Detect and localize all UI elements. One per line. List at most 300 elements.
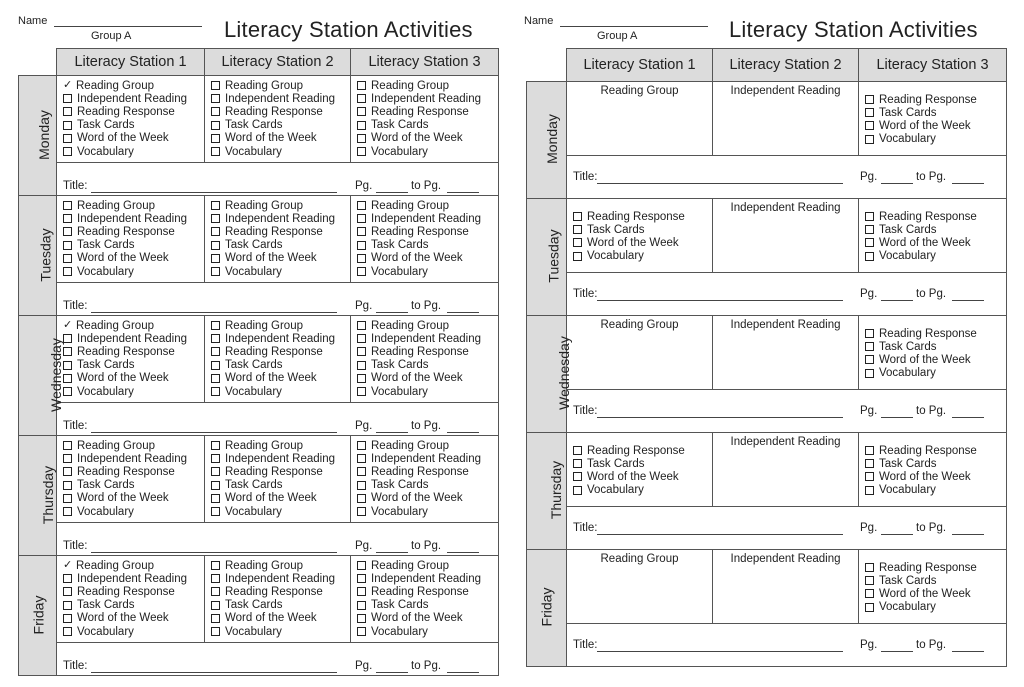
activity-option[interactable] [357, 79, 498, 92]
activity-option[interactable] [573, 484, 712, 497]
checkbox-icon[interactable] [63, 374, 72, 383]
title-row [567, 507, 1006, 549]
activity-option[interactable] [211, 225, 350, 238]
activity-label: Reading Response [77, 105, 175, 118]
checkbox-icon[interactable] [357, 494, 366, 503]
title-field-line[interactable] [91, 672, 337, 673]
activity-option[interactable] [357, 265, 498, 278]
activity-option[interactable] [865, 601, 1006, 614]
activity-option[interactable] [211, 439, 350, 452]
activity-option[interactable] [211, 119, 350, 132]
activity-option[interactable] [63, 479, 204, 492]
activity-options [205, 556, 350, 638]
activity-label: Independent Reading [225, 452, 335, 465]
start-page-field-line[interactable] [881, 183, 913, 184]
checkbox-icon[interactable] [211, 201, 220, 210]
checkbox-icon[interactable] [357, 587, 366, 596]
activity-option[interactable] [63, 212, 204, 225]
checkbox-icon[interactable] [211, 361, 220, 370]
activity-option[interactable] [357, 132, 498, 145]
checkbox-icon[interactable] [211, 147, 220, 156]
checkbox-icon[interactable] [865, 369, 874, 378]
activity-option[interactable] [573, 250, 712, 263]
title-field-line[interactable] [597, 183, 843, 184]
checkbox-icon[interactable] [357, 134, 366, 143]
activity-option[interactable] [211, 359, 350, 372]
checkbox-icon[interactable] [865, 486, 874, 495]
checkbox-icon[interactable] [211, 561, 220, 570]
activity-option[interactable] [357, 625, 498, 638]
end-page-field-line[interactable] [952, 651, 984, 652]
checkbox-icon[interactable] [357, 81, 366, 90]
checkbox-icon[interactable] [573, 459, 582, 468]
activity-option[interactable] [63, 585, 204, 598]
checkbox-icon[interactable] [573, 225, 582, 234]
checkbox-icon[interactable] [63, 467, 72, 476]
checkbox-icon[interactable] [63, 94, 72, 103]
activity-option[interactable] [211, 199, 350, 212]
checkbox-icon[interactable] [573, 472, 582, 481]
end-page-field-line[interactable] [952, 417, 984, 418]
activity-option[interactable] [211, 265, 350, 278]
activity-label: Vocabulary [225, 385, 282, 398]
end-page-field-line[interactable] [447, 552, 479, 553]
activity-option[interactable] [211, 132, 350, 145]
title-field-line[interactable] [91, 432, 337, 433]
title-row-line [19, 163, 499, 196]
checkbox-icon[interactable] [357, 267, 366, 276]
checkbox-icon[interactable] [63, 587, 72, 596]
activity-option[interactable] [63, 599, 204, 612]
end-page-field-line[interactable] [447, 192, 479, 193]
checkbox-icon[interactable] [211, 347, 220, 356]
activity-option[interactable] [63, 452, 204, 465]
activity-option[interactable] [865, 367, 1006, 380]
page-label: Pg. [355, 300, 373, 312]
checkbox-icon[interactable] [357, 321, 366, 330]
day-label: Wednesday [555, 336, 572, 410]
activity-option[interactable] [357, 385, 498, 398]
checkbox-icon[interactable] [63, 121, 72, 130]
activity-option[interactable] [357, 252, 498, 265]
checkbox-icon[interactable] [357, 467, 366, 476]
activity-option[interactable] [865, 236, 1006, 249]
start-page-field-line[interactable] [376, 552, 408, 553]
checkbox-icon[interactable] [211, 81, 220, 90]
activity-options [205, 316, 350, 398]
title-field-line[interactable] [597, 417, 843, 418]
activity-option[interactable] [63, 465, 204, 478]
checkbox-icon[interactable] [211, 587, 220, 596]
activity-option[interactable] [357, 212, 498, 225]
checkbox-icon[interactable] [865, 329, 874, 338]
activity-option[interactable] [357, 332, 498, 345]
checkbox-icon[interactable] [357, 387, 366, 396]
activity-option[interactable] [211, 92, 350, 105]
activity-option[interactable] [211, 385, 350, 398]
station-3-header: Literacy Station 3 [351, 49, 499, 76]
activity-option[interactable] [357, 105, 498, 118]
activity-option[interactable] [211, 599, 350, 612]
checkbox-icon[interactable] [211, 121, 220, 130]
checkbox-icon[interactable] [865, 589, 874, 598]
start-page-field-line[interactable] [881, 651, 913, 652]
activity-option[interactable] [865, 250, 1006, 263]
activity-option[interactable] [357, 359, 498, 372]
activity-option[interactable] [865, 457, 1006, 470]
checkbox-icon[interactable] [63, 614, 72, 623]
checkbox-icon[interactable] [211, 481, 220, 490]
sheet-title: Literacy Station Activities [729, 17, 978, 42]
title-row [567, 624, 1006, 666]
checkbox-icon[interactable] [63, 334, 72, 343]
activity-option[interactable] [211, 372, 350, 385]
checkbox-icon[interactable] [573, 252, 582, 261]
activity-label: Task Cards [371, 599, 429, 612]
activity-option[interactable] [357, 92, 498, 105]
activity-option[interactable] [211, 465, 350, 478]
activity-option[interactable] [63, 225, 204, 238]
checkbox-icon[interactable] [63, 134, 72, 143]
checkbox-icon[interactable] [63, 347, 72, 356]
checkbox-icon[interactable] [357, 627, 366, 636]
checkbox-icon[interactable] [357, 481, 366, 490]
checkbox-icon[interactable] [211, 227, 220, 236]
activity-option[interactable] [211, 625, 350, 638]
activity-option[interactable] [63, 319, 204, 332]
checkbox-icon[interactable] [357, 614, 366, 623]
activity-option[interactable] [63, 265, 204, 278]
checkbox-icon[interactable] [357, 94, 366, 103]
checkbox-icon[interactable] [63, 267, 72, 276]
checkbox-icon[interactable] [865, 121, 874, 130]
checkbox-icon[interactable] [357, 147, 366, 156]
activity-option[interactable] [357, 372, 498, 385]
checkbox-icon[interactable] [865, 135, 874, 144]
checkbox-icon[interactable] [865, 252, 874, 261]
checkbox-icon[interactable] [63, 627, 72, 636]
activity-option[interactable] [865, 93, 1006, 106]
activity-option[interactable] [357, 559, 498, 572]
checkbox-icon[interactable] [211, 454, 220, 463]
activity-option[interactable] [357, 145, 498, 158]
activity-option[interactable] [63, 252, 204, 265]
activity-option[interactable] [573, 210, 712, 223]
activity-option[interactable] [63, 119, 204, 132]
checkbox-icon[interactable] [357, 347, 366, 356]
checkbox-icon[interactable] [63, 241, 72, 250]
title-row-line [527, 507, 1007, 550]
title-field-line[interactable] [91, 552, 337, 553]
checkbox-icon[interactable] [865, 108, 874, 117]
start-page-field-line[interactable] [376, 672, 408, 673]
activity-option[interactable] [211, 319, 350, 332]
checkbox-icon[interactable] [573, 238, 582, 247]
activity-option[interactable] [211, 505, 350, 518]
activity-options [205, 436, 350, 518]
checkbox-icon[interactable] [63, 214, 72, 223]
start-page-field-line[interactable] [881, 417, 913, 418]
checkbox-icon[interactable] [357, 334, 366, 343]
activity-option[interactable] [63, 612, 204, 625]
activity-option[interactable] [357, 345, 498, 358]
checkbox-icon[interactable] [211, 134, 220, 143]
checkbox-icon[interactable] [63, 574, 72, 583]
checkbox-icon[interactable] [63, 494, 72, 503]
activity-option[interactable] [357, 492, 498, 505]
activity-option[interactable] [865, 444, 1006, 457]
checkbox-icon[interactable] [211, 467, 220, 476]
activity-option[interactable] [63, 92, 204, 105]
activity-label: Reading Response [371, 465, 469, 478]
checkbox-icon[interactable] [573, 446, 582, 455]
activity-option[interactable] [357, 505, 498, 518]
activity-option[interactable] [865, 574, 1006, 587]
title-row-cell [567, 507, 1007, 550]
activity-option[interactable] [211, 145, 350, 158]
checkbox-icon[interactable] [63, 361, 72, 370]
activity-option[interactable] [211, 559, 350, 572]
checkbox-icon[interactable] [865, 563, 874, 572]
checkbox-icon[interactable] [63, 107, 72, 116]
activity-option[interactable] [63, 372, 204, 385]
activity-option[interactable] [63, 79, 204, 92]
activity-option[interactable] [63, 625, 204, 638]
activity-option[interactable] [865, 353, 1006, 366]
checkbox-icon[interactable] [357, 241, 366, 250]
end-page-field-line[interactable] [447, 312, 479, 313]
activity-option[interactable] [865, 587, 1006, 600]
checkbox-icon[interactable] [211, 334, 220, 343]
checkbox-icon[interactable] [211, 507, 220, 516]
activity-option[interactable] [211, 345, 350, 358]
activity-option[interactable] [211, 239, 350, 252]
activity-option[interactable] [357, 572, 498, 585]
checkbox-icon[interactable] [357, 121, 366, 130]
activity-options [57, 76, 204, 158]
activity-option[interactable] [211, 452, 350, 465]
checkbox-icon[interactable] [63, 441, 72, 450]
activity-label: Reading Response [77, 465, 175, 478]
activity-option[interactable] [211, 585, 350, 598]
checkbox-icon[interactable] [357, 561, 366, 570]
start-page-field-line[interactable] [376, 192, 408, 193]
checkbox-icon[interactable] [357, 507, 366, 516]
activity-option[interactable] [865, 470, 1006, 483]
activity-option[interactable] [211, 332, 350, 345]
checkbox-icon[interactable] [63, 254, 72, 263]
checkbox-icon[interactable] [63, 387, 72, 396]
activity-option[interactable] [63, 559, 204, 572]
checkbox-icon[interactable] [357, 227, 366, 236]
activity-label: Vocabulary [879, 133, 936, 146]
activity-option[interactable] [63, 505, 204, 518]
checkbox-icon[interactable] [357, 374, 366, 383]
checkbox-icon[interactable] [865, 446, 874, 455]
activity-option[interactable] [357, 119, 498, 132]
activity-option[interactable] [211, 105, 350, 118]
title-field-line[interactable] [597, 300, 843, 301]
activity-option[interactable] [211, 479, 350, 492]
checkbox-icon[interactable] [211, 214, 220, 223]
checkbox-icon[interactable] [865, 212, 874, 221]
activity-option[interactable] [865, 340, 1006, 353]
activity-option[interactable] [357, 239, 498, 252]
activity-option[interactable] [63, 332, 204, 345]
activity-option[interactable] [63, 132, 204, 145]
activity-option[interactable] [865, 133, 1006, 146]
checkbox-icon[interactable] [357, 361, 366, 370]
station-2-activity: Independent Reading [730, 85, 841, 97]
checkbox-icon[interactable] [865, 603, 874, 612]
checkbox-icon[interactable] [211, 614, 220, 623]
activity-option[interactable] [63, 345, 204, 358]
checkbox-icon[interactable] [211, 321, 220, 330]
end-page-field-line[interactable] [447, 672, 479, 673]
activity-option[interactable] [865, 223, 1006, 236]
activity-option[interactable] [865, 106, 1006, 119]
checkbox-icon[interactable] [211, 241, 220, 250]
station-1-cell [57, 76, 205, 163]
title-field-line[interactable] [91, 192, 337, 193]
activity-option[interactable] [357, 439, 498, 452]
checkbox-icon[interactable] [63, 147, 72, 156]
checkbox-icon[interactable] [573, 486, 582, 495]
checkbox-icon[interactable] [63, 601, 72, 610]
checkbox-icon[interactable] [865, 225, 874, 234]
activity-option[interactable] [357, 585, 498, 598]
checkbox-icon[interactable] [357, 601, 366, 610]
title-field-line[interactable] [597, 534, 843, 535]
checkbox-icon[interactable] [865, 342, 874, 351]
activity-option[interactable] [865, 327, 1006, 340]
title-field-line[interactable] [597, 651, 843, 652]
activity-label: Reading Response [371, 105, 469, 118]
checkbox-icon[interactable] [357, 254, 366, 263]
checkbox-icon[interactable] [357, 107, 366, 116]
checkbox-icon[interactable] [357, 201, 366, 210]
activity-option[interactable] [865, 210, 1006, 223]
activity-option[interactable] [63, 492, 204, 505]
activity-option[interactable] [357, 599, 498, 612]
activity-label: Word of the Week [371, 612, 463, 625]
start-page-field-line[interactable] [881, 534, 913, 535]
checkbox-icon[interactable] [211, 254, 220, 263]
activity-option[interactable] [63, 385, 204, 398]
end-page-field-line[interactable] [447, 432, 479, 433]
activity-option[interactable] [865, 561, 1006, 574]
checkbox-icon[interactable] [211, 441, 220, 450]
checkbox-icon[interactable] [865, 576, 874, 585]
checkbox-icon[interactable] [63, 481, 72, 490]
activity-option[interactable] [63, 359, 204, 372]
checkbox-icon[interactable] [211, 627, 220, 636]
checkbox-icon[interactable] [211, 494, 220, 503]
checkbox-icon[interactable] [63, 201, 72, 210]
activity-option[interactable] [865, 119, 1006, 132]
checkbox-icon[interactable] [211, 94, 220, 103]
start-page-field-line[interactable] [881, 300, 913, 301]
activity-option[interactable] [63, 439, 204, 452]
activity-option[interactable] [211, 252, 350, 265]
activity-option[interactable] [357, 452, 498, 465]
checkbox-icon[interactable] [357, 441, 366, 450]
activity-option[interactable] [211, 612, 350, 625]
end-page-field-line[interactable] [952, 183, 984, 184]
station-2-cell [205, 436, 351, 523]
activity-option[interactable] [573, 236, 712, 249]
activity-option[interactable] [573, 444, 712, 457]
activity-label: Reading Group [371, 559, 449, 572]
checkbox-icon[interactable] [865, 472, 874, 481]
activity-option[interactable] [211, 79, 350, 92]
checkbox-icon[interactable] [211, 267, 220, 276]
checkbox-icon[interactable] [357, 214, 366, 223]
checkbox-icon[interactable] [357, 574, 366, 583]
checkbox-icon[interactable] [211, 601, 220, 610]
checkbox-icon[interactable] [865, 355, 874, 364]
checkbox-icon[interactable] [865, 238, 874, 247]
end-page-field-line[interactable] [952, 300, 984, 301]
checkbox-icon[interactable] [63, 454, 72, 463]
checkbox-icon[interactable] [211, 387, 220, 396]
station-3-cell [859, 82, 1007, 156]
activity-label: Word of the Week [879, 470, 971, 483]
activity-option[interactable] [63, 239, 204, 252]
activity-option[interactable] [211, 572, 350, 585]
activity-option[interactable] [211, 212, 350, 225]
activity-label: Reading Response [77, 585, 175, 598]
checkbox-icon[interactable] [865, 95, 874, 104]
title-field-line[interactable] [91, 312, 337, 313]
activity-option[interactable] [357, 612, 498, 625]
start-page-field-line[interactable] [376, 312, 408, 313]
checkbox-icon[interactable] [865, 459, 874, 468]
activity-option[interactable] [573, 470, 712, 483]
activity-option[interactable] [573, 457, 712, 470]
activity-option[interactable] [357, 319, 498, 332]
checkbox-icon[interactable] [573, 212, 582, 221]
activity-option[interactable] [63, 199, 204, 212]
end-page-field-line[interactable] [952, 534, 984, 535]
activity-option[interactable] [573, 223, 712, 236]
checkbox-icon[interactable] [63, 507, 72, 516]
activity-option[interactable] [63, 105, 204, 118]
activity-option[interactable] [357, 465, 498, 478]
activity-label: Reading Response [371, 585, 469, 598]
activity-option[interactable] [211, 492, 350, 505]
activity-option[interactable] [865, 484, 1006, 497]
activity-option[interactable] [357, 225, 498, 238]
activity-label: Vocabulary [587, 250, 644, 263]
activity-option[interactable] [63, 145, 204, 158]
activity-label: Vocabulary [77, 625, 134, 638]
activity-option[interactable] [357, 479, 498, 492]
start-page-field-line[interactable] [376, 432, 408, 433]
checkbox-icon[interactable] [211, 374, 220, 383]
check-mark-icon: ✓ [63, 79, 73, 92]
activity-option[interactable] [63, 572, 204, 585]
checkbox-icon[interactable] [63, 227, 72, 236]
title-row-cell [567, 390, 1007, 433]
checkbox-icon[interactable] [211, 107, 220, 116]
activity-label: Independent Reading [371, 452, 481, 465]
name-field-line[interactable] [54, 26, 202, 27]
name-field-line[interactable] [560, 26, 708, 27]
checkbox-icon[interactable] [357, 454, 366, 463]
checkbox-icon[interactable] [211, 574, 220, 583]
activity-option[interactable] [357, 199, 498, 212]
